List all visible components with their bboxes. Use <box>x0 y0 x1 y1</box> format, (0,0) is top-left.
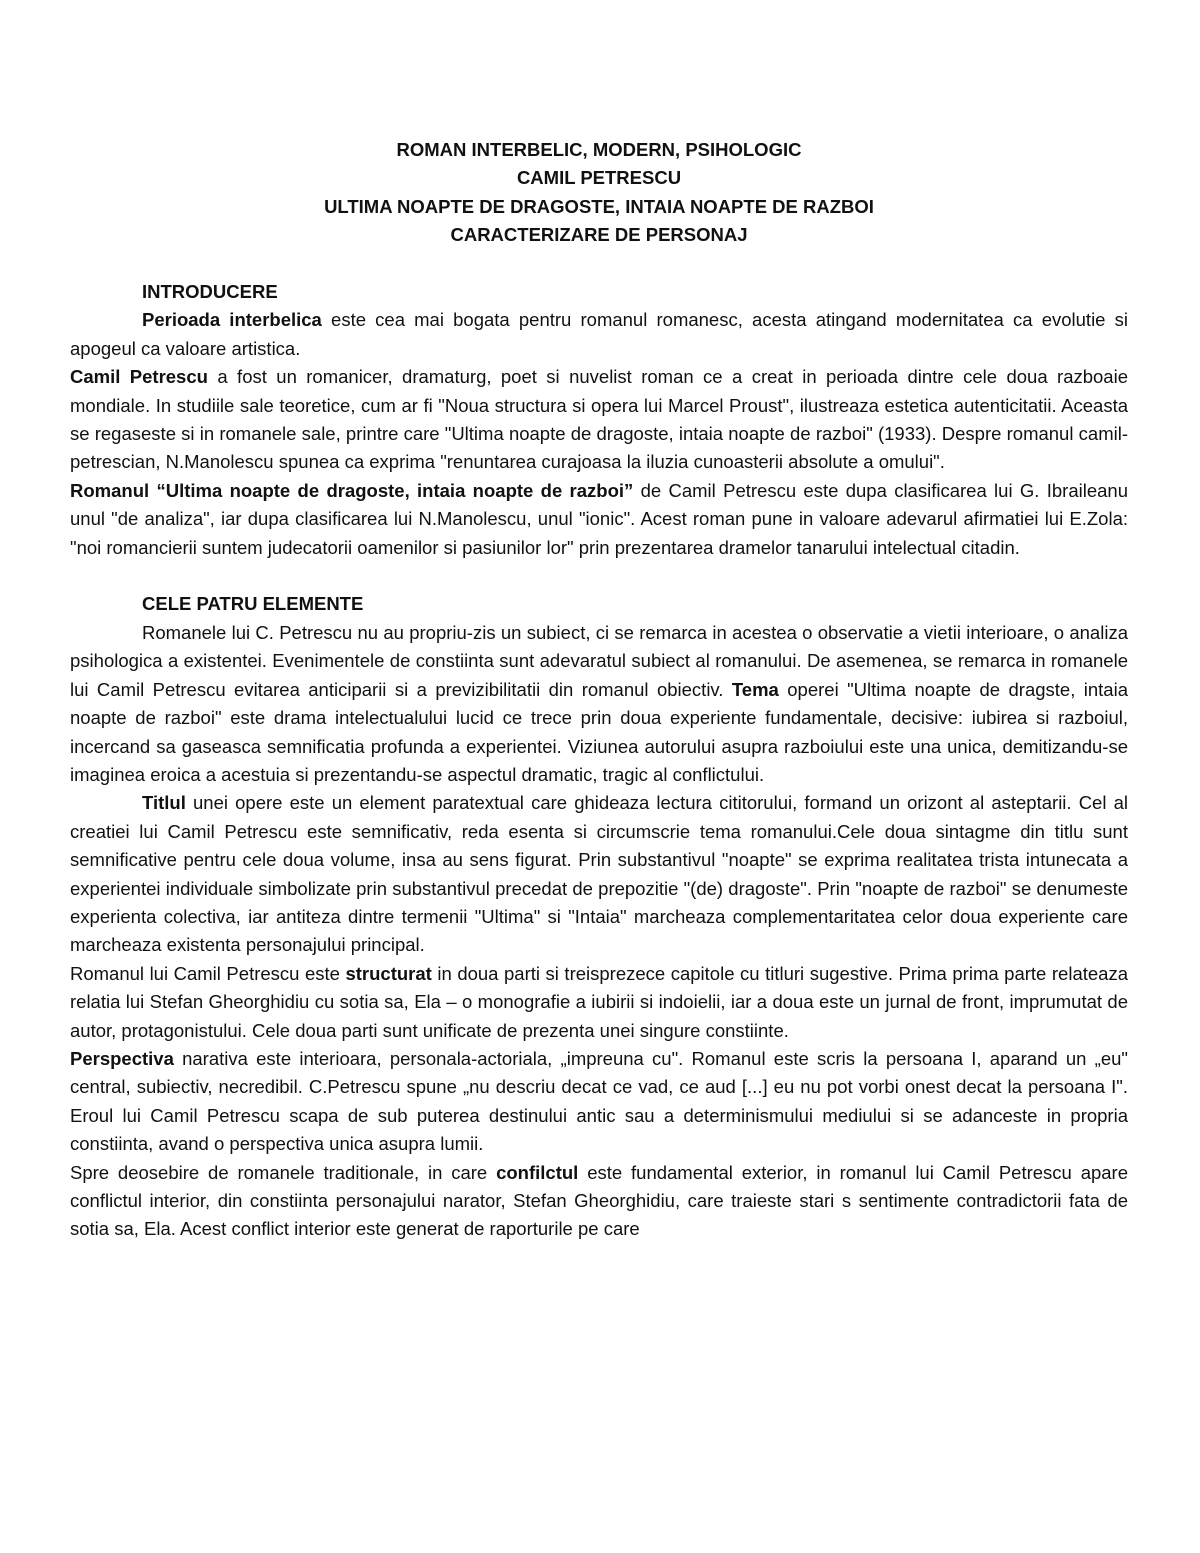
bold-term: Perioada interbelica <box>142 309 322 331</box>
bold-term: structurat <box>345 962 432 984</box>
paragraph-text: este fundamental exterior, in romanul lui Camil Petrescu apare conflictul interior, din constiinta personajului narator, Stefan Gheorghidiu, care traieste stari s sentimente contradictorii fata de sotia sa, Ela. Acest conflict interior este generat de raporturile pe care <box>70 1161 1129 1240</box>
paragraph-text: in doua parti si treisprezece capitole cu titluri sugestive. Prima prima parte relateaza relatia lui Stefan Gheorghidiu cu sotia sa, Ela – o monografie a iubirii si indoielii, iar a doua este un jurnal de front, imprumutat de autor, protagonistului. Cele doua parti sunt unificate de prezenta unei singure constiinte. <box>70 962 1128 1041</box>
paragraph-subiect-tema <box>70 619 1128 789</box>
document-page <box>70 136 1128 1244</box>
paragraph-titlul <box>70 789 1128 959</box>
paragraph-text: a fost un romanicer, dramaturg, poet si nuvelist roman ce a creat in perioada dintre cele doua razboaie mondiale. In studiile sale teoretice, cum ar fi "Noua structura si opera lui Marcel Proust", ilustreaza estetica autenticitatii. Aceasta se regaseste si in romanele sale, printre care "Ultima noapte de dragoste, intaia noapte de razboi" (1933). Despre romanul camil-petrescian, N.Manolescu spunea ca exprima "renuntarea curajoasa la iluzia cunoasterii absolute a omului". <box>70 366 1128 473</box>
paragraph-text: operei "Ultima noapte de dragste, intaia noapte de razboi" este drama intelectualului lucid ce trece prin doua experiente fundamentale, decisive: iubirea si razboiul, incercand sa gaseasca semnificatia profunda a experientei. Viziunea autorului asupra razboiului este una unica, demitizandu-se imaginea eroica a acestuia si prezentandu-se aspectul dramatic, tragic al conflictului. <box>70 678 1128 785</box>
paragraph-text: Romanul lui Camil Petrescu este <box>70 962 346 984</box>
paragraph-text: de Camil Petrescu este dupa clasificarea lui G. Ibraileanu unul "de analiza", iar dupa clasificarea lui N.Manolescu, unul "ionic". Acest roman pune in valoare adevarul afirmatiei lui E.Zola: "noi romancierii suntem judecatorii oamenilor si pasiunilor lor" prin prezentarea dramelor tanarului intelectual citadin. <box>70 479 1128 558</box>
paragraph-text: este cea mai bogata pentru romanul romanesc, acesta atingand modernitatea ca evolutie si apogeul ca valoare artistica. <box>70 309 1128 359</box>
bold-term: Titlul <box>142 792 186 814</box>
title-line-1: ROMAN INTERBELIC, MODERN, PSIHOLOGIC <box>396 139 802 160</box>
bold-term: Tema <box>731 678 779 700</box>
paragraph-perspectiva <box>70 1045 1128 1159</box>
document-title-block <box>70 136 1128 250</box>
paragraph-conflictul <box>70 1159 1128 1244</box>
title-line-2: CAMIL PETRESCU <box>516 167 682 189</box>
title-line-3: ULTIMA NOAPTE DE DRAGOSTE, INTAIA NOAPTE DE RAZBOI <box>324 195 874 217</box>
title-line-4: CARACTERIZARE DE PERSONAJ <box>450 224 748 246</box>
paragraph-text: Spre deosebire de romanele traditionale, in care <box>70 1161 497 1183</box>
section-heading-introducere: INTRODUCERE <box>142 281 278 303</box>
paragraph-structura <box>70 960 1128 1045</box>
bold-term: confilctul <box>496 1161 579 1183</box>
paragraph-romanul <box>70 477 1128 562</box>
bold-term: Perspectiva <box>70 1047 174 1069</box>
paragraph-perioada-interbelica <box>70 306 1128 363</box>
bold-term: Camil Petrescu <box>70 366 208 388</box>
bold-term: Romanul “Ultima noapte de dragoste, intaia noapte de razboi” <box>70 479 634 501</box>
paragraph-text: narativa este interioara, personala-actoriala, „impreuna cu". Romanul este scris la persoana I, aparand un „eu" central, subiectiv, necredibil. C.Petrescu spune „nu descriu decat ce vad, ce aud [...] eu nu pot vorbi onest decat la persoana I". Eroul lui Camil Petrescu scapa de sub puterea destinului antic sau a determinismului mediului si se adanceste in propria constiinta, avand o perspectiva unica asupra lumii. <box>70 1047 1128 1155</box>
section-heading-cele-patru-elemente: CELE PATRU ELEMENTE <box>142 593 364 615</box>
paragraph-camil-petrescu <box>70 363 1128 477</box>
paragraph-text: unei opere este un element paratextual care ghideaza lectura cititorului, formand un orizont al asteptarii. Cel al creatiei lui Camil Petrescu este semnificativ, reda esenta si circumscrie tema romanului.Cele doua sintagme din titlu sunt semnificative pentru cele doua volume, insa au sens figurat. Prin substantivul "noapte" se exprima realitatea trista intunecata a experientei individuale simbolizate prin substantivul precedat de prepozitie "(de) dragoste". Prin "noapte de razboi" se denumeste experienta colectiva, iar antiteza dintre termenii "Ultima" si "Intaia" marcheaza complementaritatea celor doua experiente care marcheaza existenta personajului principal. <box>70 792 1128 956</box>
paragraph-text: Romanele lui C. Petrescu nu au propriu-zis un subiect, ci se remarca in acestea o observatie a vietii interioare, o analiza psihologica a existentei. Evenimentele de constiinta sunt adevaratul subiect al romanului. De asemenea, se remarca in romanele lui Camil Petrescu evitarea anticiparii si a previzibilitatii din romanul obiectiv. <box>70 621 1128 700</box>
